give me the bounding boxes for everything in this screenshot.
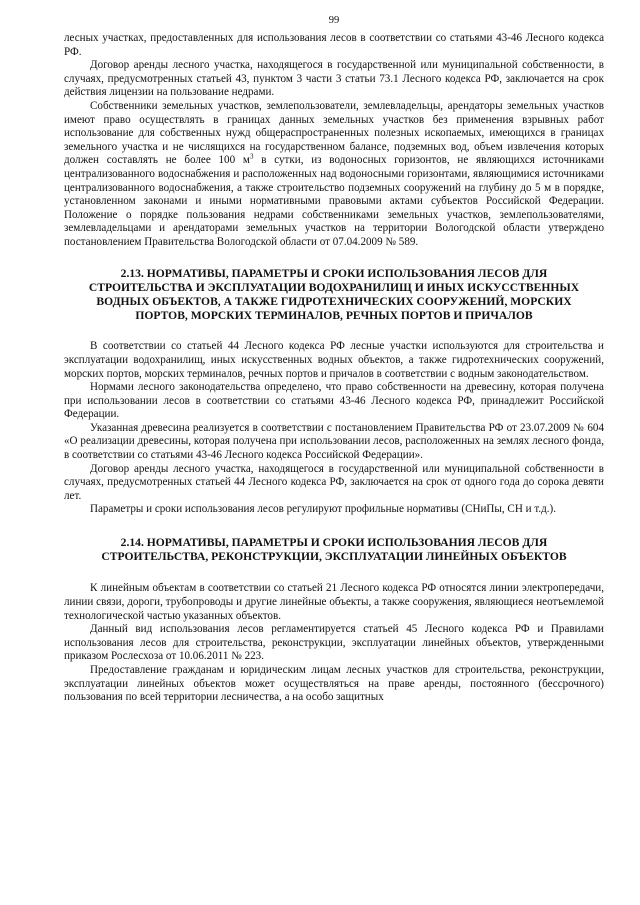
page-number: 99 — [328, 15, 340, 26]
section-heading: 2.14. НОРМАТИВЫ, ПАРАМЕТРЫ И СРОКИ ИСПОЛЬЗОВАНИЯ ЛЕСОВ ДЛЯ СТРОИТЕЛЬСТВА, РЕКОНСТРУКЦИИ, ЭКСПЛУАТАЦИИ ЛИНЕЙНЫХ ОБЪЕКТОВ — [101, 536, 567, 564]
paragraph: Нормами лесного законодательства определено, что право собственности на древесину, которая получена при использовании лесов в соответствии со статьями 43-46 Лесного кодекса РФ, принадлежит Российской Федерации. — [64, 381, 604, 421]
paragraph: Параметры и сроки использования лесов регулируют профильные нормативы (СНиПы, СН и т.д.). — [90, 503, 556, 516]
paragraph-text: в сутки, из водоносных горизонтов, не являющихся источниками централизованного водоснабжения и расположенных над водоносными горизонтами, являющимися источниками централизованного водоснабжения, а также строительство подземных сооружений на глубину до 5 м в порядке, установленном законами и иными нормативными правовыми актами субъектов Российской Федерации. Положение о порядке пользования недрами собственниками земельных участков, землепользователями, землевладельцами и арендаторами земельных участков на территории Вологодской области утверждено постановлением Правительства Вологодской области от 07.04.2009 № 589. — [64, 154, 605, 248]
paragraph-text: Собственники земельных участков, землепользователи, землевладельцы, арендаторы земельных участков имеют право осуществлять в границах данных земельных участков без применения взрывных работ использование для собственных нужд общераспространенных полезных ископаемых, имеющихся в границах земельного участка и не числящихся на государственном балансе, подземных вод, объем извлечения которых должен составлять не более 100 м — [64, 99, 604, 167]
paragraph: В соответствии со статьей 44 Лесного кодекса РФ лесные участки используются для строительства и эксплуатации водохранилищ, иных искусственных водных объектов, а также гидротехнических сооружений, морских портов, морских терминалов, речных портов и причалов в соответствии с водным законодательством. — [64, 340, 604, 380]
paragraph: Указанная древесина реализуется в соответствии с постановлением Правительства РФ от 23.07.2009 № 604 «О реализации древесины, которая получена при использовании лесов, расположенных на землях лесного фонда, в соответствии со статьями 43-46 Лесного кодекса Российской Федерации». — [64, 421, 604, 462]
paragraph: К линейным объектам в соответствии со статьей 21 Лесного кодекса РФ относятся линии электропередачи, линии связи, дороги, трубопроводы и другие линейные объекты, а также сооружения, являющиеся неотъемлемой технологической частью указанных объектов. — [64, 582, 604, 622]
paragraph: Договор аренды лесного участка, находящегося в государственной или муниципальной собственности в случаях, предусмотренных статьей 44 Лесного кодекса РФ, заключается на срок от одного года до сорока девяти лет. — [64, 462, 604, 502]
paragraph — [64, 100, 604, 250]
section-heading: 2.13. НОРМАТИВЫ, ПАРАМЕТРЫ И СРОКИ ИСПОЛЬЗОВАНИЯ ЛЕСОВ ДЛЯ СТРОИТЕЛЬСТВА И ЭКСПЛУАТАЦИИ ВОДОХРАНИЛИЩ И ИНЫХ ИСКУССТВЕННЫХ ВОДНЫХ ОБЪЕКТОВ, А ТАКЖЕ ГИДРОТЕХНИЧЕСКИХ СООРУЖЕНИЙ, МОРСКИХ ПОРТОВ, МОРСКИХ ТЕРМИНАЛОВ, РЕЧНЫХ ПОРТОВ И ПРИЧАЛОВ — [88, 266, 580, 323]
paragraph: Предоставление гражданам и юридическим лицам лесных участков для строительства, реконструкции, эксплуатации линейных объектов может осуществляться на праве аренды, постоянного (бессрочного) пользования по всей территории лесничества, а на особо защитных — [64, 664, 604, 704]
paragraph: лесных участках, предоставленных для использования лесов в соответствии со статьями 43-46 Лесного кодекса РФ. — [64, 32, 604, 58]
superscript: 3 — [249, 152, 254, 161]
paragraph: Данный вид использования лесов регламентируется статьей 45 Лесного кодекса РФ и Правилами использования лесов для строительства, реконструкции, эксплуатации линейных объектов, утвержденными приказом Рослесхоза от 10.06.2011 № 223. — [64, 623, 604, 663]
document-page — [64, 14, 604, 705]
paragraph: Договор аренды лесного участка, находящегося в государственной или муниципальной собственности, в случаях, предусмотренных статьей 43, пунктом 3 части 3 статьи 73.1 Лесного кодекса РФ, заключается на срок действия лицензии на пользование недрами. — [64, 59, 604, 99]
